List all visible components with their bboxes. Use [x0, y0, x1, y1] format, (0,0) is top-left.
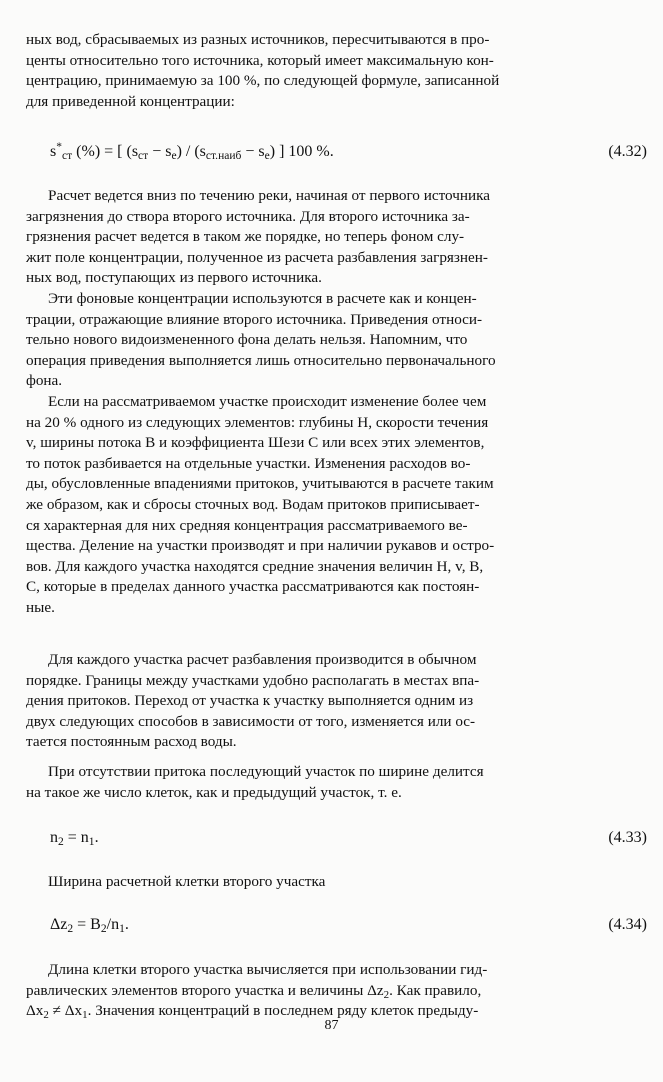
- formula-expression: $s^*_{ст}$ (%) = [ $(s_{ст} - s_е) / (s_{ст.наиб} - s_е)$ ] 100 %.: [50, 141, 334, 162]
- paragraph-calculation: [26, 186, 649, 289]
- text-line: для приведенной концентрации:: [26, 92, 235, 110]
- formula-expression: $\Delta z_2 = B_2/n_1$.: [50, 916, 129, 935]
- equation-number: (4.33): [608, 829, 647, 846]
- text-line: дения притоков. Переход от участка к участку выполняется одним из: [26, 692, 474, 710]
- text-line: вов. Для каждого участка находятся средние значения величин H, v, B,: [26, 557, 484, 575]
- text-line: Длина клетки второго участка вычисляется при использовании гид-: [48, 961, 488, 978]
- text-line: Ширина расчетной клетки второго участка: [48, 873, 326, 890]
- text-line: ных вод, поступающих из первого источника.: [26, 269, 322, 287]
- text-line: щества. Деление на участки производят и при наличии рукавов и остро-: [26, 537, 495, 555]
- text-line: $\Delta x_2 \ne \Delta x_1$. Значения концентраций в последнем ряду клеток предыду-: [26, 1002, 479, 1022]
- text-line: C, которые в пределах данного участка рассматриваются как постоян-: [26, 578, 480, 596]
- text-line: Эти фоновые концентрации используются в расчете как и концен-: [48, 290, 477, 307]
- page-number: 87: [324, 1018, 339, 1033]
- text-line: Расчет ведется вниз по течению реки, начиная от первого источника: [48, 187, 490, 204]
- text-line: v, ширины потока B и коэффициента Шези C или всех этих элементов,: [26, 434, 485, 452]
- paragraph-intro: [26, 30, 649, 112]
- text-line: ды, обусловленные впадениями притоков, учитываются в расчете таким: [26, 475, 494, 493]
- text-line: же образом, как и сбросы сточных вод. Водам притоков приписывает-: [26, 495, 480, 513]
- text-line: равлических элементов второго участка и величины $\Delta z_2$. Как правило,: [26, 981, 482, 1001]
- text-line: центрацию, принимаемую за 100 %, по следующей формуле, записанной: [26, 72, 500, 90]
- text-line: ных вод, сбрасываемых из разных источников, пересчитываются в про-: [26, 31, 490, 48]
- text-line: трации, отражающие влияние второго источника. Приведения относи-: [26, 310, 483, 328]
- text-line: ся характерная для них средняя концентрация рассматриваемого ве-: [26, 516, 468, 534]
- text-line: центы относительно того источника, который имеет максимальную кон-: [26, 51, 494, 69]
- text-line: то поток разбивается на отдельные участки. Изменения расходов во-: [26, 454, 471, 472]
- text-line: на 20 % одного из следующих элементов: глубины H, скорости течения: [26, 413, 489, 431]
- formula-4-32: [26, 142, 649, 168]
- equation-number: (4.32): [608, 143, 647, 160]
- text-line: загрязнения до створа второго источника. Для второго источника за-: [26, 207, 470, 225]
- text-line: фона.: [26, 372, 63, 390]
- paragraph-cell-length: [26, 960, 649, 1022]
- formula-4-34: [26, 915, 649, 941]
- paragraph-dilution: [26, 650, 649, 753]
- text-line: ные.: [26, 598, 55, 616]
- text-line: Если на рассматриваемом участке происходит изменение более чем: [48, 393, 487, 410]
- paragraph-background: [26, 289, 649, 392]
- text-line: порядке. Границы между участками удобно располагать в местах впа-: [26, 671, 480, 689]
- paragraph-segments: [26, 392, 649, 619]
- text-line: При отсутствии притока последующий участок по ширине делится: [48, 763, 484, 780]
- paragraph-no-tributary: [26, 762, 649, 803]
- text-line: грязнения расчет ведется в таком же порядке, но теперь фоном слу-: [26, 228, 465, 246]
- text-line: жит поле концентрации, полученное из расчета разбавления загрязнен-: [26, 248, 488, 266]
- paragraph-cell-width: [26, 872, 649, 893]
- equation-number: (4.34): [608, 916, 647, 933]
- formula-expression: $n_2 = n_1$.: [50, 829, 99, 848]
- text-line: двух следующих способов в зависимости от того, изменяется или ос-: [26, 712, 476, 730]
- text-line: на такое же число клеток, как и предыдущий участок, т. е.: [26, 783, 402, 801]
- text-line: Для каждого участка расчет разбавления производится в обычном: [48, 651, 477, 668]
- text-line: тается постоянным расход воды.: [26, 733, 237, 751]
- text-line: тельно нового видоизмененного фона делать нельзя. Напомним, что: [26, 331, 468, 349]
- text-line: операция приведения выполняется лишь относительно первоначального: [26, 351, 496, 369]
- formula-4-33: [26, 828, 649, 854]
